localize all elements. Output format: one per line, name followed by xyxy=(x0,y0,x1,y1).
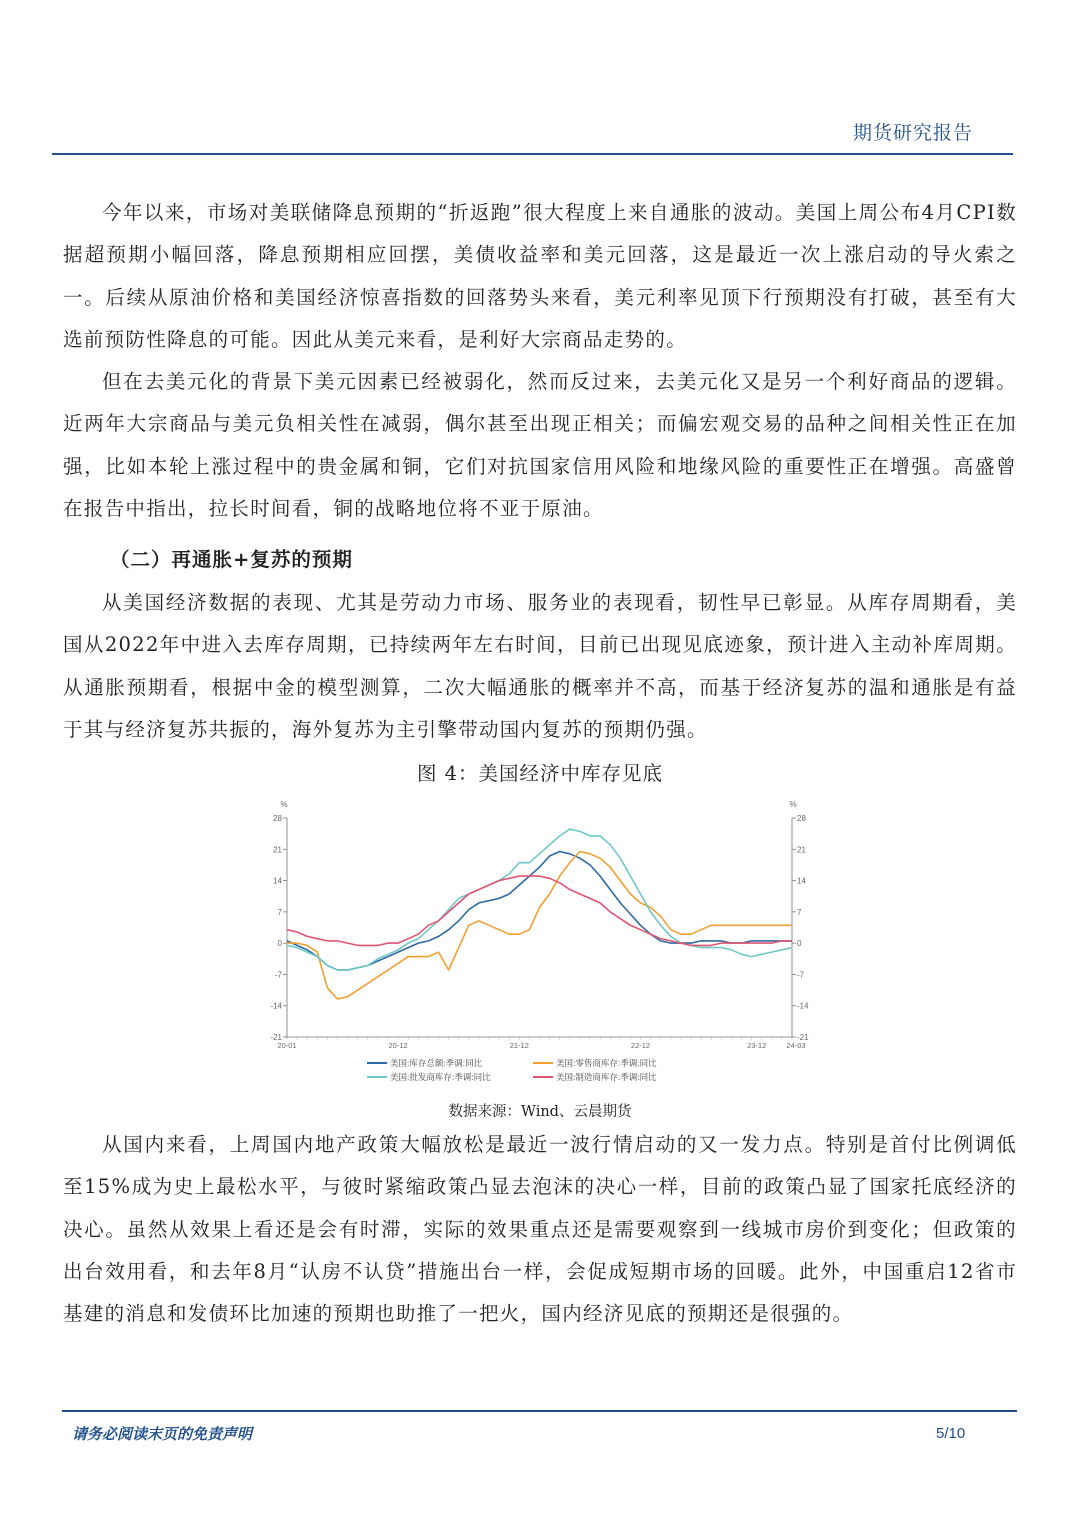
y-tick-label-right: -21 xyxy=(797,1033,809,1042)
x-tick-label: 21-12 xyxy=(509,1041,529,1050)
legend-label: 美国:零售商库存:季调:同比 xyxy=(556,1058,657,1068)
y-tick-label-left: 7 xyxy=(277,907,282,917)
y-tick-label-right: 28 xyxy=(797,814,806,823)
paragraph-domestic-policy: 从国内来看，上周国内地产政策大幅放松是最近一波行情启动的又一发力点。特别是首付比例调低至15%成为史上最松水平，与彼时紧缩政策凸显去泡沫的决心一样，目前的政策凸显了国家托底经济的决心。虽然从效果上看还是会有时滞，实际的效果重点还是需要观察到一线城市房价到变化；但政策的出台效用看，和去年8月“认房不认贷”措施出台一样，会促成短期市场的回暖。此外，中国重启12省市基建的消息和发债环比加速的预期也助推了一把火，国内经济见底的预期还是很强的。 xyxy=(63,1133,1017,1326)
paragraph-de-dollarization: 但在去美元化的背景下美元因素已经被弱化，然而反过来，去美元化又是另一个利好商品的逻辑。近两年大宗商品与美元负相关性在减弱，偶尔甚至出现正相关；而偏宏观交易的品种之间相关性正在加强，比如本轮上涨过程中的贵金属和铜，它们对抗国家信用风险和地缘风险的重要性正在增强。高盛曾在报告中指出，拉长时间看，铜的战略地位将不亚于原油。 xyxy=(63,370,1017,520)
legend-label: 美国:制造商库存:季调:同比 xyxy=(556,1072,657,1082)
page-number: 5/10 xyxy=(936,1425,966,1442)
x-tick-label: 20-01 xyxy=(277,1041,297,1050)
y-tick-label-left: -21 xyxy=(270,1033,282,1042)
footer-rule xyxy=(62,1410,1017,1412)
x-tick-label: 23-12 xyxy=(747,1041,767,1050)
paragraph-reinflation: 从美国经济数据的表现、尤其是劳动力市场、服务业的表现看，韧性早已彰显。从库存周期看，美国从2022年中进入去库存周期，已持续两年左右时间，目前已出现见底迹象，预计进入主动补库周期。从通胀预期看，根据中金的模型测算，二次大幅通胀的概率并不高，而基于经济复苏的温和通胀是有益于其与经济复苏共振的，海外复苏为主引擎带动国内复苏的预期仍强。 xyxy=(63,591,1017,741)
y-tick-label-right: 21 xyxy=(797,845,806,855)
y-tick-label-right: 7 xyxy=(797,907,802,917)
y-tick-label-left: 0 xyxy=(277,939,282,949)
y-tick-label-right: 14 xyxy=(797,876,806,886)
report-type-title: 期货研究报告 xyxy=(852,122,973,144)
paragraph-fed-rate: 今年以来，市场对美联储降息预期的“折返跑”很大程度上来自通胀的波动。美国上周公布4月CPI数据超预期小幅回落，降息预期相应回摆，美债收益率和美元回落，这是最近一次上涨启动的导火索之一。后续从原油价格和美国经济惊喜指数的回落势头来看，美元利率见顶下行预期没有打破，甚至有大选前预防性降息的可能。因此从美元来看，是利好大宗商品走势的。 xyxy=(63,201,1017,351)
legend-label: 美国:批发商库存:季调:同比 xyxy=(390,1072,491,1082)
section-heading: （二）再通胀+复苏的预期 xyxy=(110,548,353,571)
series-line xyxy=(287,829,792,970)
y-tick-label-right: -7 xyxy=(797,970,805,980)
inventory-yoy-line-chart xyxy=(262,797,822,1092)
y-axis-left-unit: % xyxy=(280,800,288,809)
y-tick-label-left: -7 xyxy=(274,970,282,980)
series-line xyxy=(287,852,792,1000)
x-tick-label: 24-03 xyxy=(786,1041,806,1050)
x-tick-label: 20-12 xyxy=(388,1041,408,1050)
series-line xyxy=(287,852,792,971)
y-tick-label-right: 0 xyxy=(797,939,802,949)
x-tick-label: 22-12 xyxy=(630,1041,651,1050)
legend-label: 美国:库存总额:季调:同比 xyxy=(390,1058,483,1068)
y-axis-right-unit: % xyxy=(789,800,797,809)
y-tick-label-left: 21 xyxy=(273,845,282,855)
series-line xyxy=(287,876,792,945)
figure-title: 图 4：美国经济中库存见底 xyxy=(416,762,664,785)
header-rule xyxy=(52,153,1013,155)
figure-source: 数据来源：Wind、云晨期货 xyxy=(448,1104,632,1120)
y-tick-label-left: -14 xyxy=(270,1001,282,1011)
disclaimer-note: 请务必阅读末页的免责声明 xyxy=(72,1425,253,1443)
y-tick-label-left: 14 xyxy=(273,876,282,886)
y-tick-label-right: -14 xyxy=(797,1001,809,1011)
y-tick-label-left: 28 xyxy=(273,814,282,823)
